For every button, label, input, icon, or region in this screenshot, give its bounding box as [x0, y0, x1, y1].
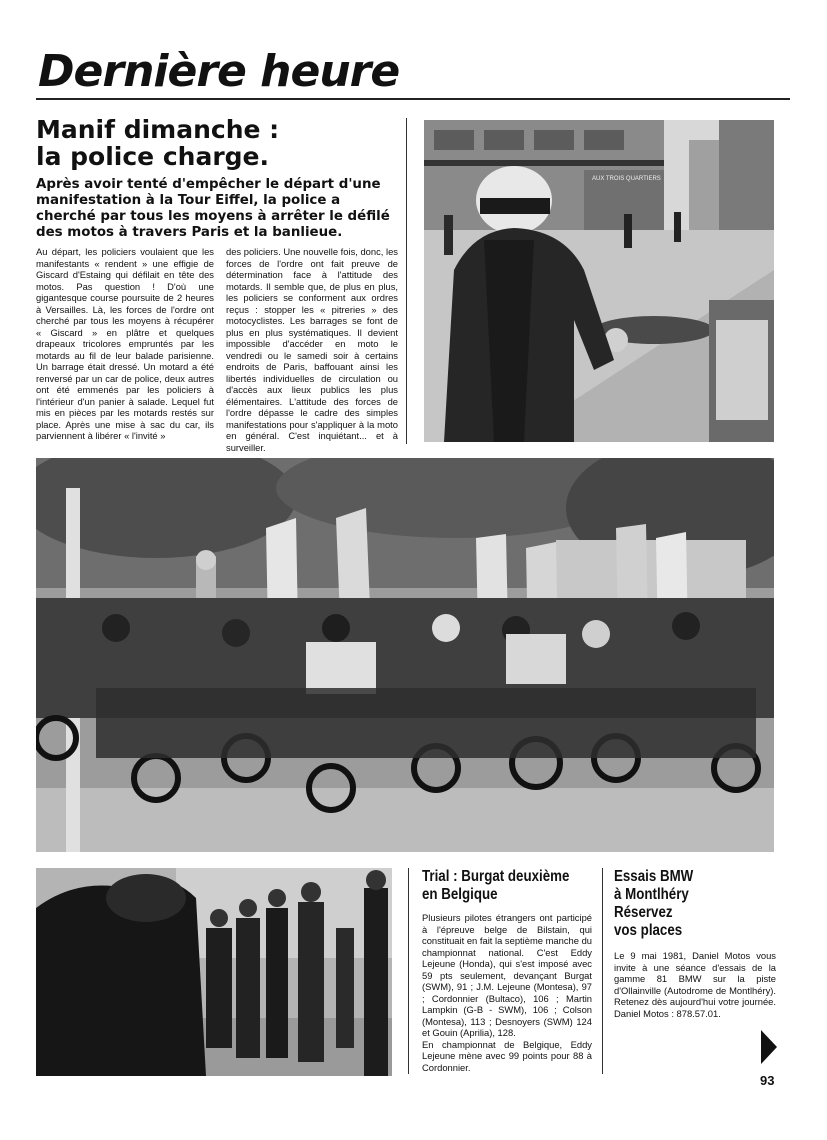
bmw-paragraph: Le 9 mai 1981, Daniel Motos vous invite à une séance d'essais de la gamme 81 BMW sur la piste d'Ollainville (Autodrome de Montlhéry). Retenez dès aujourd'hui votre journée. Daniel Motos : 878.57.01.	[614, 950, 776, 1019]
column-divider	[406, 118, 407, 444]
bmw-article	[614, 950, 776, 1019]
trial-headline-line-2: en Belgique	[422, 886, 498, 903]
trial-paragraph-1: Plusieurs pilotes étrangers ont participé à l'épreuve belge de Bilstain, qui constituait en fait la septième manche du championnat national. C'est Eddy Lejeune (Honda), qui s'est imposé avec 59 pts seulement, devançant Burgat (SWM), 91 ; J.M. Lejeune (Montesa), 97 ; Cordonnier (Bultaco), 106 ; Martin Lampkin (G-B - SWM), 106 ; Colson (Montesa), 113 ; Desnoyers (SWM) 124 et Gouin (Aprilia), 128.	[422, 912, 592, 1038]
page-number: 93	[760, 1073, 775, 1088]
article-lead: Après avoir tenté d'empêcher le départ d'une manifestation à la Tour Eiffel, la police a cherché par tous les moyens à arrêter le défilé des motos à travers Paris et la banlieue.	[36, 177, 390, 240]
trial-headline-line-1: Trial : Burgat deuxième	[422, 868, 570, 885]
photo-riot-police	[36, 868, 392, 1076]
bmw-headline-line-2: à Montlhéry	[614, 886, 689, 903]
photo-police-street	[424, 120, 774, 442]
bmw-headline-line-1: Essais BMW	[614, 868, 694, 885]
arrow-right-icon	[759, 1030, 779, 1064]
bmw-headline-line-3: Réservez	[614, 904, 673, 921]
bmw-headline	[614, 868, 786, 940]
article-body-column-2: des policiers. Une nouvelle fois, donc, les forces de l'ordre ont fait preuve de détermination face à l'attitude des motards. Il semble que, de plus en plus, les policiers se conforment aux ordres reçus : stopper les « pitreries » des motocyclistes. Les barrages se font de plus en plus systématiques. Il devient impossible d'accéder en moto le vendredi ou le samedi soir à certains endroits de Paris, baffouant ainsi les libertés individuelles de circulation ou d'accès aux lieux publics les plus élémentaires. L'attitude des forces de l'ordre dépasse le cadre des simples manifestations pour s'appliquer à la moto en général. C'est inquiétant... et à surveiller.	[226, 246, 398, 453]
column-divider-bmw	[602, 868, 603, 1074]
article-body-column-1: Au départ, les policiers voulaient que les manifestants « rendent » une effigie de Giscard d'Estaing qui défilait en tête des motos. Pas question ! D'où une gigantesque course poursuite de 2 heures à Versailles. Là, les forces de l'ordre ont cherché par tous les moyens à récupérer « Giscard » en plâtre et quelques drapeaux tricolores empruntés par les motards au fil de leur balade parisienne. Un barrage était dressé. Un motard a été renversé par un car de police, deux autres ont été emmenés par les policiers à l'intérieur d'un panier à salade. Lequel fut mis en pièces par les motards restés sur place. Après une mise à sac du car, ils parviennent à libérer « l'invité »	[36, 246, 214, 441]
bmw-headline-line-4: vos places	[614, 922, 683, 939]
trial-article	[422, 912, 592, 1073]
trial-headline	[422, 868, 594, 904]
section-title: Dernière heure	[38, 46, 400, 97]
top-rule	[36, 98, 790, 100]
photo-motorcycle-demonstration	[36, 458, 774, 852]
article-headline	[36, 116, 396, 170]
column-divider-trial	[408, 868, 409, 1074]
headline-line-2: la police charge.	[36, 142, 269, 171]
headline-line-1: Manif dimanche :	[36, 115, 280, 144]
trial-paragraph-2: En championnat de Belgique, Eddy Lejeune mène avec 99 points pour 88 à Cordonnier.	[422, 1038, 592, 1073]
store-sign-text: AUX TROIS QUARTIERS	[592, 176, 661, 182]
